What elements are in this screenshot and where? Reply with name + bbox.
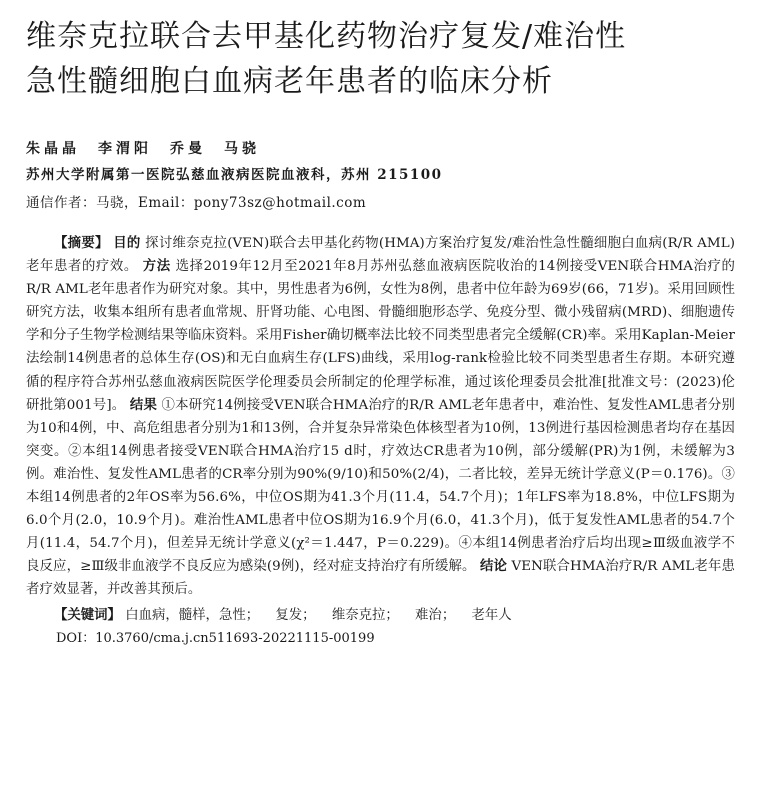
keywords-label: 【关键词】 bbox=[54, 606, 121, 623]
title-line-2: 急性髓细胞白血病老年患者的临床分析 bbox=[26, 64, 553, 99]
article-title bbox=[26, 14, 735, 104]
keywords bbox=[26, 604, 735, 627]
author-list: 朱晶晶 李渭阳 乔曼 马骁 bbox=[26, 141, 260, 157]
abstract bbox=[26, 232, 735, 602]
doi: DOI：10.3760/cma.j.cn511693-20221115-00199 bbox=[56, 630, 375, 646]
keyword: 复发； bbox=[275, 607, 316, 623]
results-label: 结果 bbox=[129, 396, 158, 413]
keyword: 白血病，髓样，急性； bbox=[125, 607, 260, 623]
conclusion-label: 结论 bbox=[480, 558, 508, 575]
keyword: 维奈克拉； bbox=[331, 607, 399, 623]
objective-label: 目的 bbox=[113, 235, 141, 251]
results-text: ①本研究14例接受VEN联合HMA治疗的R/R AML老年患者中，难治性、复发性AML患者分别为10和4例，中、高危组患者分别为1和13例，合并复杂异常染色体核型者为10例，13例进行基因检测患者均存在基因突变。②本组14例患者接受VEN联合HMA治疗15 d时，疗效达CR患者为10例，部分缓解(PR)为1例，未缓解为3例。难治性、复发性AML患者的CR率分别为90%(9/10)和50%(2/4)，二者比较，差异无统计学意义(P＝0.176)。③本组14例患者的2年OS率为56.6%，中位OS期为41.3个月(11.4，54.7个月)；1年LFS率为18.8%，中位LFS期为6.0个月(2.0，10.9个月)。难治性AML患者中位OS期为16.9个月(6.0，41.3个月)，低于复发性AML患者的54.7个月(11.4，54.7个月)，但差异无统计学意义(χ²＝1.447，P＝0.229)。④本组14例患者治疗后均出现≥Ⅲ级血液学不良反应，≥Ⅲ级非血液学不良反应为感染(9例)，经对症支持治疗有所缓解。 bbox=[26, 397, 736, 575]
methods-text: 选择2019年12月至2021年8月苏州弘慈血液病医院收治的14例接受VEN联合HMA治疗的R/R AML老年患者作为研究对象。其中，男性患者为6例，女性为8例，患者中位年龄为69岁(66，71岁)。采用回顾性研究方法，收集本组所有患者血常规、肝肾功能、心电图、骨髓细胞形态学、免疫分型、微小残留病(MRD)、细胞遗传学和分子生物学检测结果等临床资料。采用Fisher确切概率法比较不同类型患者完全缓解(CR)率。采用Kaplan-Meier法绘制14例患者的总体生存(OS)和无白血病生存(LFS)曲线，采用log-rank检验比较不同类型患者生存期。本研究遵循的程序符合苏州弘慈血液病医院医学伦理委员会所制定的伦理学标准，通过该伦理委员会批准[批准文号：(2023)伦研批第001号]。 bbox=[26, 259, 736, 413]
conclusion-text: VEN联合HMA治疗R/R AML老年患者疗效显著，并改善其预后。 bbox=[26, 559, 736, 598]
affiliation: 苏州大学附属第一医院弘慈血液病医院血液科，苏州 215100 bbox=[26, 167, 443, 183]
objective-text: 探讨维奈克拉(VEN)联合去甲基化药物(HMA)方案治疗复发/难治性急性髓细胞白血病(R/R AML)老年患者的疗效。 bbox=[26, 236, 736, 275]
keyword: 老年人 bbox=[471, 607, 512, 623]
correspondence: 通信作者：马骁，Email：pony73sz@hotmail.com bbox=[26, 195, 367, 211]
title-line-1: 维奈克拉联合去甲基化药物治疗复发/难治性 bbox=[26, 19, 627, 54]
abstract-label: 【摘要】 bbox=[54, 235, 109, 251]
methods-label: 方法 bbox=[142, 258, 171, 275]
keyword: 难治； bbox=[415, 607, 456, 623]
